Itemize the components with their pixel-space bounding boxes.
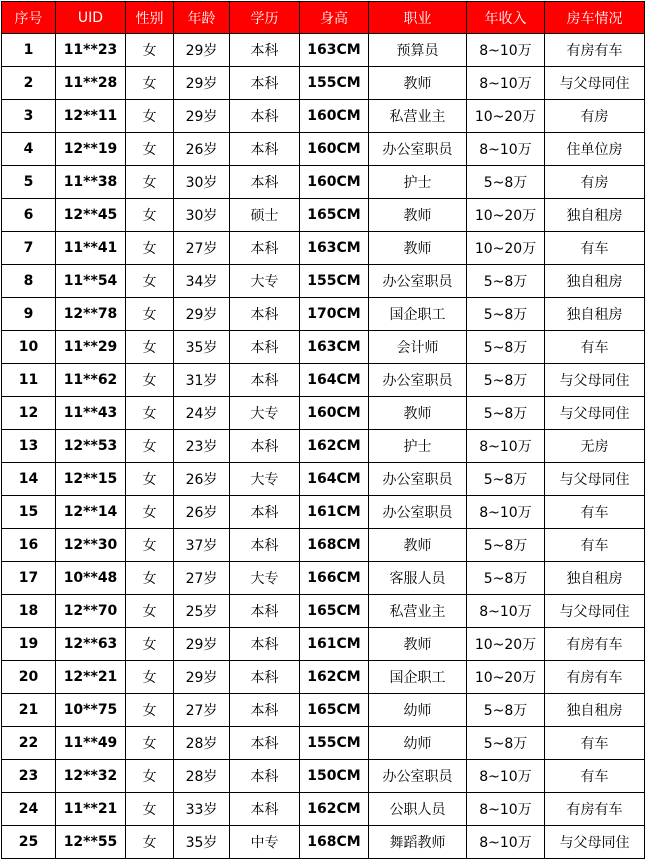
cell-income: 5~8万 (467, 265, 545, 298)
cell-height: 160CM (300, 397, 369, 430)
cell-income: 5~8万 (467, 529, 545, 562)
cell-education: 本科 (230, 430, 300, 463)
cell-occupation: 私营业主 (369, 595, 467, 628)
cell-education: 本科 (230, 529, 300, 562)
cell-uid: 11**62 (56, 364, 126, 397)
cell-uid: 11**49 (56, 727, 126, 760)
cell-housing: 有房 (545, 166, 645, 199)
cell-gender: 女 (126, 331, 174, 364)
cell-occupation: 护士 (369, 430, 467, 463)
cell-age: 37岁 (174, 529, 230, 562)
cell-gender: 女 (126, 595, 174, 628)
cell-income: 8~10万 (467, 595, 545, 628)
cell-index: 18 (2, 595, 56, 628)
cell-housing: 无房 (545, 430, 645, 463)
cell-uid: 12**63 (56, 628, 126, 661)
table-row (2, 166, 645, 199)
cell-gender: 女 (126, 529, 174, 562)
cell-age: 28岁 (174, 760, 230, 793)
table-row (2, 760, 645, 793)
cell-uid: 12**45 (56, 199, 126, 232)
cell-housing: 与父母同住 (545, 463, 645, 496)
cell-housing: 住单位房 (545, 133, 645, 166)
cell-gender: 女 (126, 463, 174, 496)
cell-height: 162CM (300, 661, 369, 694)
cell-gender: 女 (126, 760, 174, 793)
cell-gender: 女 (126, 430, 174, 463)
table-row (2, 298, 645, 331)
cell-occupation: 国企职工 (369, 298, 467, 331)
header-cell-gender: 性别 (126, 2, 174, 34)
table-row (2, 562, 645, 595)
cell-income: 5~8万 (467, 397, 545, 430)
cell-income: 5~8万 (467, 166, 545, 199)
cell-occupation: 办公室职员 (369, 364, 467, 397)
cell-occupation: 办公室职员 (369, 133, 467, 166)
cell-gender: 女 (126, 199, 174, 232)
cell-housing: 独自租房 (545, 199, 645, 232)
cell-occupation: 幼师 (369, 694, 467, 727)
cell-housing: 有车 (545, 232, 645, 265)
cell-uid: 12**15 (56, 463, 126, 496)
cell-income: 5~8万 (467, 331, 545, 364)
cell-education: 本科 (230, 133, 300, 166)
cell-education: 本科 (230, 793, 300, 826)
cell-gender: 女 (126, 826, 174, 859)
cell-height: 160CM (300, 133, 369, 166)
cell-income: 5~8万 (467, 463, 545, 496)
cell-housing: 与父母同住 (545, 397, 645, 430)
table-row (2, 100, 645, 133)
cell-index: 25 (2, 826, 56, 859)
header-cell-education: 学历 (230, 2, 300, 34)
cell-height: 162CM (300, 430, 369, 463)
table-row (2, 232, 645, 265)
cell-occupation: 幼师 (369, 727, 467, 760)
cell-education: 本科 (230, 331, 300, 364)
cell-housing: 有房 (545, 100, 645, 133)
cell-height: 160CM (300, 100, 369, 133)
header-cell-housing: 房车情况 (545, 2, 645, 34)
cell-index: 5 (2, 166, 56, 199)
cell-uid: 10**75 (56, 694, 126, 727)
cell-education: 本科 (230, 727, 300, 760)
table-row (2, 661, 645, 694)
cell-education: 本科 (230, 595, 300, 628)
cell-education: 大专 (230, 265, 300, 298)
cell-gender: 女 (126, 133, 174, 166)
cell-age: 26岁 (174, 133, 230, 166)
cell-income: 8~10万 (467, 34, 545, 67)
cell-index: 24 (2, 793, 56, 826)
cell-age: 35岁 (174, 826, 230, 859)
cell-height: 160CM (300, 166, 369, 199)
cell-index: 2 (2, 67, 56, 100)
header-cell-occupation: 职业 (369, 2, 467, 34)
cell-housing: 独自租房 (545, 694, 645, 727)
table-body (2, 34, 645, 859)
cell-age: 24岁 (174, 397, 230, 430)
cell-age: 27岁 (174, 562, 230, 595)
cell-housing: 有车 (545, 727, 645, 760)
cell-age: 35岁 (174, 331, 230, 364)
cell-housing: 有车 (545, 760, 645, 793)
cell-gender: 女 (126, 562, 174, 595)
cell-education: 本科 (230, 760, 300, 793)
cell-age: 34岁 (174, 265, 230, 298)
cell-education: 大专 (230, 463, 300, 496)
cell-housing: 与父母同住 (545, 364, 645, 397)
cell-index: 7 (2, 232, 56, 265)
cell-uid: 11**38 (56, 166, 126, 199)
table-row (2, 628, 645, 661)
cell-gender: 女 (126, 34, 174, 67)
cell-height: 162CM (300, 793, 369, 826)
cell-income: 8~10万 (467, 430, 545, 463)
cell-occupation: 预算员 (369, 34, 467, 67)
cell-uid: 11**41 (56, 232, 126, 265)
cell-index: 22 (2, 727, 56, 760)
cell-age: 29岁 (174, 298, 230, 331)
cell-uid: 11**29 (56, 331, 126, 364)
cell-index: 13 (2, 430, 56, 463)
cell-income: 8~10万 (467, 826, 545, 859)
cell-height: 163CM (300, 34, 369, 67)
cell-uid: 12**70 (56, 595, 126, 628)
cell-gender: 女 (126, 628, 174, 661)
cell-index: 10 (2, 331, 56, 364)
cell-income: 5~8万 (467, 562, 545, 595)
cell-height: 155CM (300, 67, 369, 100)
cell-gender: 女 (126, 496, 174, 529)
cell-income: 5~8万 (467, 727, 545, 760)
cell-height: 164CM (300, 364, 369, 397)
cell-age: 29岁 (174, 100, 230, 133)
cell-uid: 12**14 (56, 496, 126, 529)
cell-age: 25岁 (174, 595, 230, 628)
cell-housing: 独自租房 (545, 298, 645, 331)
cell-index: 12 (2, 397, 56, 430)
cell-gender: 女 (126, 67, 174, 100)
cell-index: 20 (2, 661, 56, 694)
table-row (2, 133, 645, 166)
cell-age: 29岁 (174, 661, 230, 694)
cell-age: 29岁 (174, 628, 230, 661)
cell-education: 本科 (230, 364, 300, 397)
cell-index: 23 (2, 760, 56, 793)
cell-uid: 12**55 (56, 826, 126, 859)
cell-education: 硕士 (230, 199, 300, 232)
cell-income: 5~8万 (467, 694, 545, 727)
cell-height: 163CM (300, 232, 369, 265)
cell-housing: 独自租房 (545, 562, 645, 595)
table-row (2, 529, 645, 562)
cell-age: 27岁 (174, 232, 230, 265)
cell-education: 本科 (230, 496, 300, 529)
header-row (2, 2, 645, 34)
cell-housing: 有车 (545, 331, 645, 364)
cell-index: 16 (2, 529, 56, 562)
cell-occupation: 教师 (369, 232, 467, 265)
cell-uid: 11**23 (56, 34, 126, 67)
cell-height: 164CM (300, 463, 369, 496)
table-row (2, 727, 645, 760)
cell-uid: 12**19 (56, 133, 126, 166)
cell-occupation: 护士 (369, 166, 467, 199)
cell-education: 本科 (230, 661, 300, 694)
cell-height: 168CM (300, 826, 369, 859)
cell-height: 170CM (300, 298, 369, 331)
cell-index: 19 (2, 628, 56, 661)
cell-age: 33岁 (174, 793, 230, 826)
cell-age: 26岁 (174, 496, 230, 529)
table-row (2, 265, 645, 298)
header-cell-uid: UID (56, 2, 126, 34)
cell-gender: 女 (126, 793, 174, 826)
cell-occupation: 办公室职员 (369, 265, 467, 298)
cell-occupation: 办公室职员 (369, 463, 467, 496)
cell-height: 161CM (300, 496, 369, 529)
cell-gender: 女 (126, 661, 174, 694)
cell-age: 30岁 (174, 166, 230, 199)
cell-gender: 女 (126, 364, 174, 397)
cell-age: 28岁 (174, 727, 230, 760)
cell-occupation: 公职人员 (369, 793, 467, 826)
cell-height: 161CM (300, 628, 369, 661)
cell-occupation: 舞蹈教师 (369, 826, 467, 859)
cell-gender: 女 (126, 265, 174, 298)
cell-index: 17 (2, 562, 56, 595)
cell-income: 10~20万 (467, 628, 545, 661)
cell-height: 155CM (300, 727, 369, 760)
table-header (2, 2, 645, 34)
table-row (2, 463, 645, 496)
table-row (2, 364, 645, 397)
cell-housing: 有房有车 (545, 793, 645, 826)
profile-table (1, 1, 645, 859)
cell-age: 27岁 (174, 694, 230, 727)
table-row (2, 397, 645, 430)
cell-income: 8~10万 (467, 793, 545, 826)
cell-age: 29岁 (174, 34, 230, 67)
cell-education: 本科 (230, 232, 300, 265)
cell-housing: 有车 (545, 496, 645, 529)
cell-height: 165CM (300, 199, 369, 232)
cell-uid: 11**54 (56, 265, 126, 298)
cell-income: 10~20万 (467, 199, 545, 232)
cell-index: 21 (2, 694, 56, 727)
cell-income: 8~10万 (467, 760, 545, 793)
cell-uid: 11**21 (56, 793, 126, 826)
cell-occupation: 私营业主 (369, 100, 467, 133)
cell-education: 本科 (230, 67, 300, 100)
cell-height: 163CM (300, 331, 369, 364)
cell-gender: 女 (126, 298, 174, 331)
cell-education: 本科 (230, 34, 300, 67)
cell-index: 9 (2, 298, 56, 331)
cell-income: 5~8万 (467, 298, 545, 331)
cell-gender: 女 (126, 166, 174, 199)
cell-housing: 与父母同住 (545, 595, 645, 628)
cell-gender: 女 (126, 727, 174, 760)
table-row (2, 496, 645, 529)
cell-income: 5~8万 (467, 364, 545, 397)
cell-height: 166CM (300, 562, 369, 595)
cell-income: 8~10万 (467, 133, 545, 166)
cell-housing: 独自租房 (545, 265, 645, 298)
cell-uid: 12**30 (56, 529, 126, 562)
cell-occupation: 教师 (369, 397, 467, 430)
cell-occupation: 会计师 (369, 331, 467, 364)
cell-index: 6 (2, 199, 56, 232)
cell-height: 165CM (300, 595, 369, 628)
cell-gender: 女 (126, 397, 174, 430)
cell-uid: 11**28 (56, 67, 126, 100)
cell-occupation: 办公室职员 (369, 496, 467, 529)
cell-occupation: 办公室职员 (369, 760, 467, 793)
cell-occupation: 教师 (369, 67, 467, 100)
cell-housing: 与父母同住 (545, 826, 645, 859)
header-cell-index: 序号 (2, 2, 56, 34)
header-cell-height: 身高 (300, 2, 369, 34)
cell-occupation: 客服人员 (369, 562, 467, 595)
cell-education: 本科 (230, 628, 300, 661)
cell-height: 155CM (300, 265, 369, 298)
table-row (2, 34, 645, 67)
cell-housing: 有车 (545, 529, 645, 562)
cell-income: 10~20万 (467, 100, 545, 133)
cell-education: 本科 (230, 166, 300, 199)
table-row (2, 826, 645, 859)
cell-education: 大专 (230, 562, 300, 595)
cell-income: 10~20万 (467, 661, 545, 694)
cell-age: 23岁 (174, 430, 230, 463)
table-row (2, 595, 645, 628)
table-row (2, 67, 645, 100)
cell-occupation: 教师 (369, 529, 467, 562)
cell-education: 中专 (230, 826, 300, 859)
cell-housing: 有房有车 (545, 34, 645, 67)
table-row (2, 694, 645, 727)
cell-education: 大专 (230, 397, 300, 430)
cell-index: 11 (2, 364, 56, 397)
cell-age: 26岁 (174, 463, 230, 496)
cell-age: 29岁 (174, 67, 230, 100)
cell-uid: 12**78 (56, 298, 126, 331)
header-cell-age: 年龄 (174, 2, 230, 34)
cell-occupation: 教师 (369, 199, 467, 232)
cell-education: 本科 (230, 694, 300, 727)
cell-occupation: 国企职工 (369, 661, 467, 694)
cell-income: 10~20万 (467, 232, 545, 265)
header-cell-income: 年收入 (467, 2, 545, 34)
cell-index: 3 (2, 100, 56, 133)
cell-index: 14 (2, 463, 56, 496)
cell-index: 1 (2, 34, 56, 67)
cell-education: 本科 (230, 100, 300, 133)
cell-height: 165CM (300, 694, 369, 727)
cell-housing: 有房有车 (545, 628, 645, 661)
cell-age: 31岁 (174, 364, 230, 397)
cell-housing: 与父母同住 (545, 67, 645, 100)
cell-uid: 11**43 (56, 397, 126, 430)
cell-uid: 12**32 (56, 760, 126, 793)
cell-gender: 女 (126, 100, 174, 133)
cell-height: 168CM (300, 529, 369, 562)
cell-uid: 12**11 (56, 100, 126, 133)
cell-age: 30岁 (174, 199, 230, 232)
cell-occupation: 教师 (369, 628, 467, 661)
cell-uid: 12**53 (56, 430, 126, 463)
table-row (2, 331, 645, 364)
cell-income: 8~10万 (467, 496, 545, 529)
cell-height: 150CM (300, 760, 369, 793)
cell-gender: 女 (126, 232, 174, 265)
cell-uid: 10**48 (56, 562, 126, 595)
table-row (2, 430, 645, 463)
cell-education: 本科 (230, 298, 300, 331)
table-row (2, 199, 645, 232)
cell-income: 8~10万 (467, 67, 545, 100)
cell-index: 4 (2, 133, 56, 166)
cell-index: 8 (2, 265, 56, 298)
cell-gender: 女 (126, 694, 174, 727)
cell-housing: 有房有车 (545, 661, 645, 694)
cell-index: 15 (2, 496, 56, 529)
table-row (2, 793, 645, 826)
cell-uid: 12**21 (56, 661, 126, 694)
